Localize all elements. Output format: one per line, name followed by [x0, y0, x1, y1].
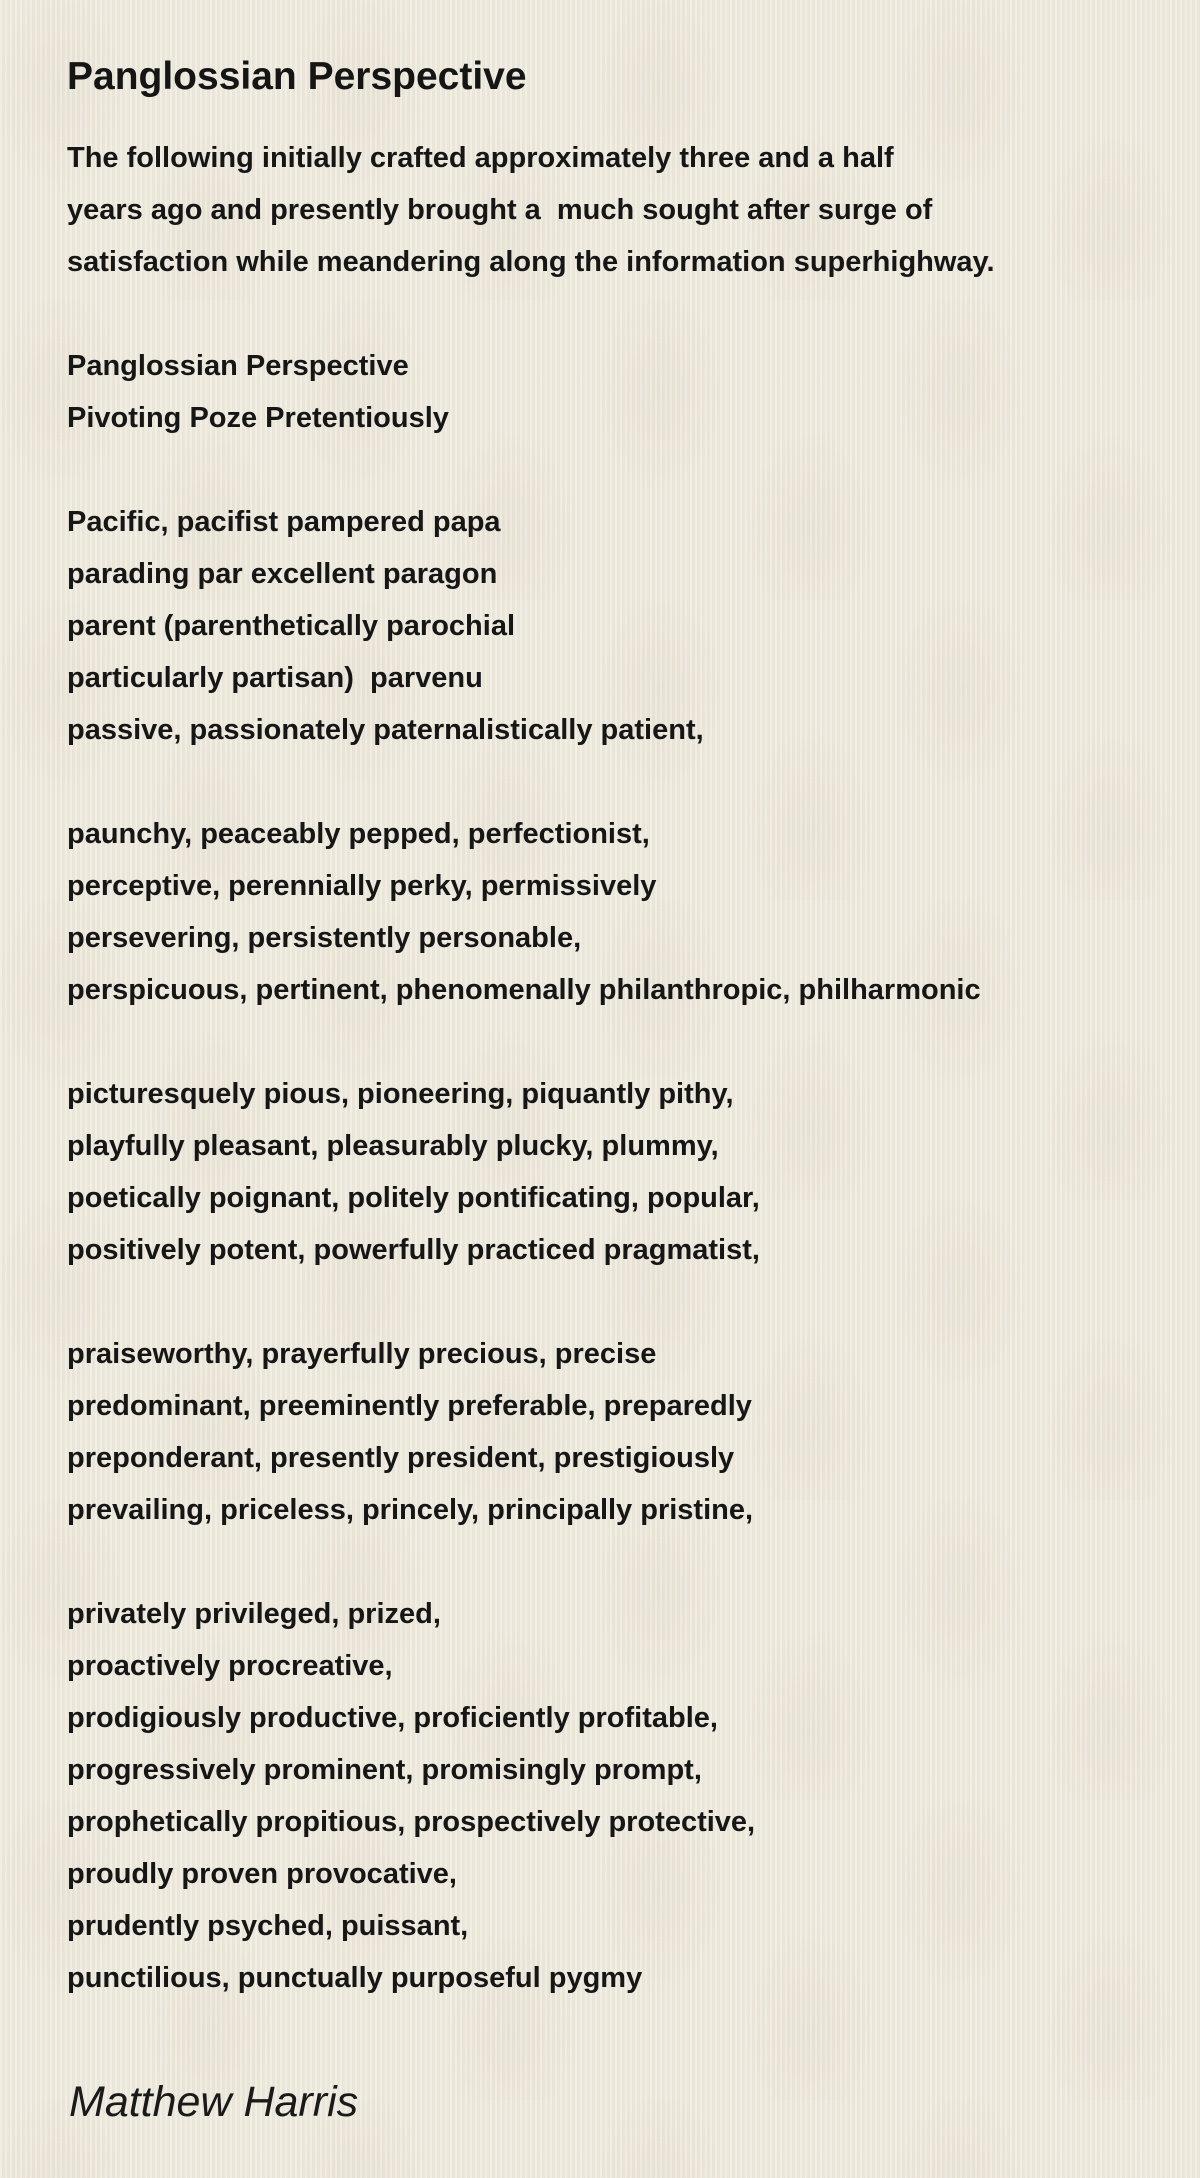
poem-body [67, 106, 1167, 2004]
poem-line: years ago and presently brought a much sought after surge of [67, 194, 933, 226]
poem-line: perceptive, perennially perky, permissively [67, 870, 657, 902]
poem-line: progressively prominent, promisingly prompt, [67, 1754, 702, 1786]
poem-container [67, 48, 1167, 2004]
poem-line: prophetically propitious, prospectively protective, [67, 1806, 756, 1838]
poem-line: persevering, persistently personable, [67, 922, 582, 954]
poem-line: prudently psyched, puissant, [67, 1910, 469, 1942]
poem-line: parading par excellent paragon [67, 558, 498, 590]
stanza-break [67, 1016, 1167, 1068]
stanza-break [67, 1276, 1167, 1328]
poem-line: predominant, preeminently preferable, preparedly [67, 1390, 752, 1422]
poem-line: proactively procreative, [67, 1650, 393, 1682]
poem-line: perspicuous, pertinent, phenomenally philanthropic, philharmonic [67, 974, 981, 1006]
poem-title: Panglossian Perspective [67, 55, 527, 98]
poem-line: playfully pleasant, pleasurably plucky, plummy, [67, 1130, 719, 1162]
poem-line: paunchy, peaceably pepped, perfectionist, [67, 818, 650, 850]
author-signature: Matthew Harris [69, 2078, 359, 2126]
poem-line: positively potent, powerfully practiced pragmatist, [67, 1234, 760, 1266]
poem-line: punctilious, punctually purposeful pygmy [67, 1962, 643, 1994]
stanza-break [67, 1536, 1167, 1588]
stanza-break [67, 756, 1167, 808]
poem-line: satisfaction while meandering along the information superhighway. [67, 246, 995, 278]
poem-line: privately privileged, prized, [67, 1598, 441, 1630]
poem-line: prodigiously productive, proficiently profitable, [67, 1702, 718, 1734]
poem-line: poetically poignant, politely pontificating, popular, [67, 1182, 760, 1214]
poem-line: parent (parenthetically parochial [67, 610, 516, 642]
poem-line: preponderant, presently president, prestigiously [67, 1442, 735, 1474]
stanza-break [67, 288, 1167, 340]
poem-line: prevailing, priceless, princely, principally pristine, [67, 1494, 754, 1526]
poem-line: praiseworthy, prayerfully precious, precise [67, 1338, 657, 1370]
poem-line: Pacific, pacifist pampered papa [67, 506, 501, 538]
poem-line: particularly partisan) parvenu [67, 662, 483, 694]
poem-line: Pivoting Poze Pretentiously [67, 402, 449, 434]
poem-line: picturesquely pious, pioneering, piquantly pithy, [67, 1078, 734, 1110]
poem-line: Panglossian Perspective [67, 350, 409, 382]
stanza-break [67, 444, 1167, 496]
poem-line: passive, passionately paternalistically patient, [67, 714, 704, 746]
poem-line: proudly proven provocative, [67, 1858, 457, 1890]
poem-line: The following initially crafted approximately three and a half [67, 142, 894, 174]
